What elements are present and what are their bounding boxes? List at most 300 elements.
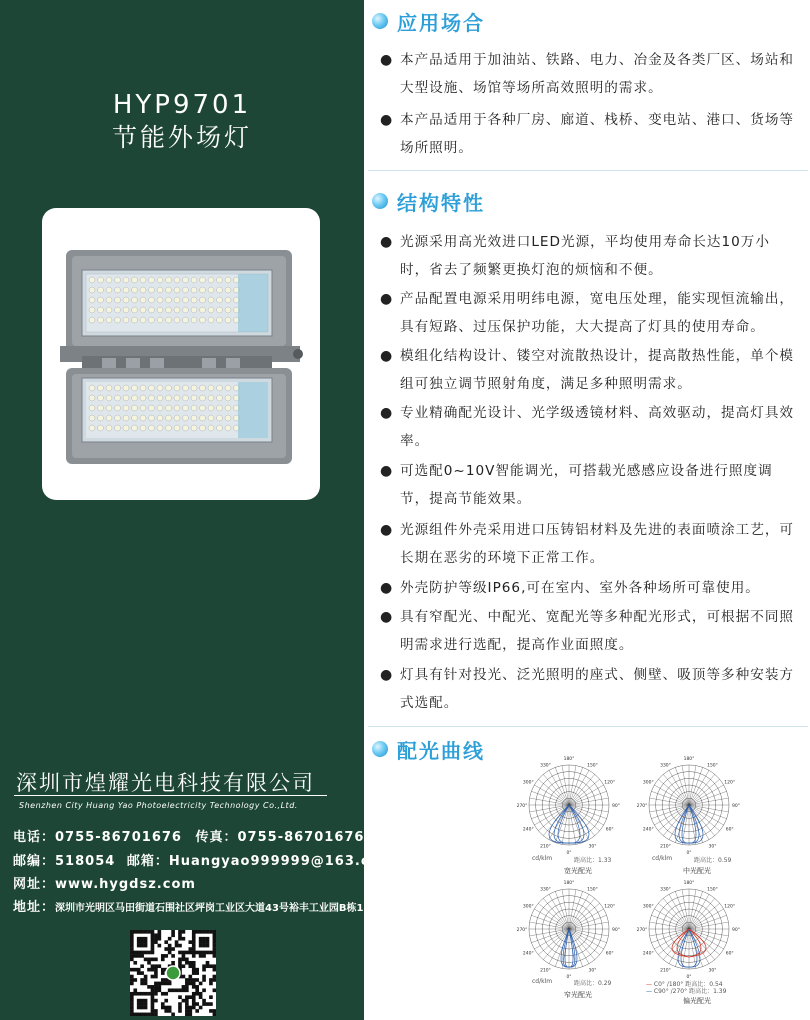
contact-phone-row: [13, 826, 364, 845]
qr-module: [206, 937, 210, 941]
qr-module: [192, 999, 196, 1003]
polar-tick-label: 300°: [642, 904, 654, 910]
led-chip: [149, 317, 155, 323]
led-chip: [123, 415, 129, 421]
led-chip: [166, 297, 172, 303]
polar-tick-label: 120°: [724, 780, 736, 786]
polar-ratio: 距高比：1.33: [574, 857, 612, 864]
led-chip: [89, 385, 95, 391]
led-chip: [115, 307, 121, 313]
polar-tick-label: 30°: [708, 844, 717, 850]
blue-sphere-icon: [372, 741, 388, 757]
qr-module: [168, 947, 172, 951]
qr-module: [130, 954, 134, 958]
qr-module: [199, 995, 203, 999]
qr-module: [130, 940, 134, 944]
qr-module: [185, 978, 189, 982]
led-chip: [166, 307, 172, 313]
polar-tick-label: 0°: [566, 975, 572, 980]
qr-module: [178, 1002, 182, 1006]
polar-tick-label: 180°: [683, 881, 695, 886]
led-chip: [174, 405, 180, 411]
qr-module: [151, 958, 155, 962]
qr-module: [185, 985, 189, 989]
list-item: ● 产品配置电源采用明纬电源，宽电压处理，能实现恒流输出，具有短路、过压保护功能，大大提高了灯具的使用寿命。: [380, 285, 796, 341]
polar-tick-label: 270°: [516, 928, 528, 933]
polar-tick-label: 30°: [588, 968, 597, 974]
qr-module: [151, 995, 155, 999]
led-chip: [225, 297, 231, 303]
polar-ratio: 距高比：0.54: [685, 981, 723, 988]
qr-module: [192, 968, 196, 972]
qr-module: [213, 988, 216, 992]
qr-module: [195, 992, 199, 996]
qr-module: [185, 1013, 189, 1016]
qr-module: [140, 944, 144, 948]
qr-module: [154, 999, 158, 1003]
qr-module: [178, 930, 182, 934]
qr-module: [154, 1009, 158, 1013]
product-model: HYP9701: [112, 90, 252, 120]
polar-tick-label: 180°: [563, 881, 575, 886]
floodlight-image: [42, 208, 320, 500]
led-chip: [217, 287, 223, 293]
qr-module: [185, 958, 189, 962]
qr-module: [140, 971, 144, 975]
qr-module: [188, 964, 192, 968]
qr-module: [158, 933, 162, 937]
led-chip: [157, 287, 163, 293]
qr-module: [192, 930, 196, 934]
qr-module: [140, 1006, 144, 1010]
qr-module: [185, 1006, 189, 1010]
list-item: ● 光源采用高光效进口LED光源，平均使用寿命长达10万小时，省去了频繁更换灯泡的烦恼和不便。: [380, 228, 796, 284]
qr-module: [164, 947, 168, 951]
qr-module: [202, 975, 206, 979]
blue-sphere-icon: [372, 193, 388, 209]
led-chip: [115, 395, 121, 401]
led-chip: [217, 297, 223, 303]
led-chip: [115, 277, 121, 283]
led-chip: [123, 385, 129, 391]
led-chip: [208, 287, 214, 293]
led-chip: [183, 277, 189, 283]
qr-module: [192, 964, 196, 968]
led-chip: [106, 297, 112, 303]
qr-module: [182, 930, 186, 934]
led-chip: [183, 385, 189, 391]
qr-module: [188, 940, 192, 944]
led-chip: [174, 415, 180, 421]
led-chip: [132, 405, 138, 411]
qr-module: [130, 1013, 134, 1016]
led-chip: [166, 405, 172, 411]
qr-module: [199, 937, 203, 941]
qr-module: [130, 930, 134, 934]
qr-module: [188, 978, 192, 982]
led-chip: [191, 415, 197, 421]
led-chip: [123, 307, 129, 313]
qr-module: [185, 988, 189, 992]
led-chip: [132, 385, 138, 391]
qr-module: [182, 954, 186, 958]
section-features-title: [372, 186, 485, 216]
led-chip: [208, 385, 214, 391]
qr-module: [202, 944, 206, 948]
qr-module: [192, 978, 196, 982]
led-chip: [191, 277, 197, 283]
qr-module: [209, 930, 213, 934]
qr-module: [164, 978, 168, 982]
qr-module: [188, 975, 192, 979]
list-item: ● 具有窄配光、中配光、宽配光等多种配光形式，可根据不同照明需求进行选配，提高作业面照度。: [380, 603, 796, 659]
led-chip: [217, 405, 223, 411]
qr-module: [188, 947, 192, 951]
qr-module: [192, 944, 196, 948]
polar-tick-label: 150°: [587, 887, 598, 893]
qr-module: [185, 999, 189, 1003]
qr-module: [209, 1009, 213, 1013]
led-chip: [183, 297, 189, 303]
polar-chart-medium: [636, 752, 742, 858]
qr-module: [199, 954, 203, 958]
qr-module: [144, 958, 148, 962]
qr-module: [182, 951, 186, 955]
led-chip: [225, 415, 231, 421]
qr-module: [209, 951, 213, 955]
qr-module: [130, 999, 134, 1003]
led-chip: [149, 277, 155, 283]
led-chip: [200, 297, 206, 303]
qr-module: [164, 954, 168, 958]
qr-module: [151, 940, 155, 944]
qr-module: [168, 982, 172, 986]
qr-module: [168, 988, 172, 992]
qr-module: [151, 951, 155, 955]
qr-module: [151, 992, 155, 996]
qr-logo-icon: [166, 966, 180, 980]
qr-module: [195, 968, 199, 972]
section-curves-title: [372, 734, 485, 764]
polar-tick-label: 0°: [686, 851, 692, 856]
polar-tick-label: 300°: [522, 780, 534, 786]
legend-c0: C0° /180°: [653, 981, 684, 988]
polar-tick-label: 150°: [707, 763, 718, 769]
led-chip: [140, 395, 146, 401]
qr-module: [199, 982, 203, 986]
list-item: ● 外壳防护等级IP66,可在室内、室外各种场所可靠使用。: [380, 574, 796, 602]
led-chip: [200, 307, 206, 313]
qr-module: [133, 992, 137, 996]
qr-module: [147, 992, 151, 996]
section-application-title: [372, 6, 485, 36]
led-chip: [89, 415, 95, 421]
section-title-text: 应用场合: [397, 10, 485, 35]
polar-tick-label: 90°: [612, 928, 620, 933]
led-chip: [208, 317, 214, 323]
qr-module: [182, 975, 186, 979]
led-chip: [123, 405, 129, 411]
led-chip: [123, 297, 129, 303]
qr-module: [151, 1009, 155, 1013]
qr-module: [161, 958, 165, 962]
qr-module: [185, 961, 189, 965]
qr-module: [140, 1002, 144, 1006]
qr-module: [137, 1013, 141, 1016]
qr-module: [168, 951, 172, 955]
qr-module: [171, 930, 175, 934]
led-chip: [149, 307, 155, 313]
qr-module: [144, 992, 148, 996]
led-chip: [208, 425, 214, 431]
qr-module: [168, 944, 172, 948]
qr-module: [209, 995, 213, 999]
qr-module: [168, 1009, 172, 1013]
led-chip: [98, 297, 104, 303]
qr-module: [213, 978, 216, 982]
polar-tick-label: 150°: [707, 887, 718, 893]
qr-module: [182, 988, 186, 992]
qr-module: [175, 944, 179, 948]
qr-module: [206, 940, 210, 944]
qr-module: [164, 999, 168, 1003]
legend-c90: C90° /270°: [653, 988, 688, 995]
led-chip: [132, 415, 138, 421]
polar-ratio: 距高比：0.29: [574, 980, 612, 987]
qr-module: [151, 944, 155, 948]
led-chip: [191, 287, 197, 293]
led-chip: [208, 297, 214, 303]
qr-module: [130, 958, 134, 962]
qr-module: [137, 937, 141, 941]
qr-module: [209, 978, 213, 982]
qr-module: [144, 1013, 148, 1016]
qr-module: [154, 1013, 158, 1016]
polar-tick-label: 210°: [540, 844, 551, 850]
polar-tick-label: 300°: [642, 780, 654, 786]
qr-module: [188, 961, 192, 965]
qr-module: [137, 940, 141, 944]
led-chip: [140, 415, 146, 421]
polar-unit: cd/klm: [532, 978, 553, 985]
polar-tick-label: 330°: [540, 887, 551, 893]
address-label: 地址：: [13, 900, 56, 915]
led-chip: [183, 425, 189, 431]
polar-tick-label: 180°: [563, 757, 575, 762]
qr-module: [192, 995, 196, 999]
blue-sphere-icon: [372, 13, 388, 29]
led-chip: [166, 395, 172, 401]
polar-tick-label: 330°: [660, 887, 671, 893]
qr-module: [130, 944, 134, 948]
led-chip: [200, 385, 206, 391]
led-chip: [149, 287, 155, 293]
qr-module: [144, 999, 148, 1003]
led-chip: [115, 317, 121, 323]
qr-module: [199, 930, 203, 934]
qr-module: [144, 975, 148, 979]
led-chip: [166, 425, 172, 431]
polar-tick-label: 0°: [566, 851, 572, 856]
list-item: ● 模组化结构设计、镂空对流散热设计，提高散热性能，单个模组可独立调节照射角度，满足多种照明需求。: [380, 342, 796, 398]
led-chip: [98, 415, 104, 421]
qr-module: [178, 995, 182, 999]
led-chip: [166, 385, 172, 391]
qr-module: [178, 1006, 182, 1010]
qr-module: [130, 947, 134, 951]
polar-tick-label: 240°: [522, 951, 534, 957]
qr-module: [154, 992, 158, 996]
led-chip: [166, 317, 172, 323]
led-chip: [89, 405, 95, 411]
web-label: 网址：: [13, 877, 56, 892]
qr-module: [206, 951, 210, 955]
qr-module: [140, 978, 144, 982]
qr-module: [202, 964, 206, 968]
polar-tick-label: 90°: [732, 804, 740, 809]
qr-module: [133, 1013, 137, 1016]
qr-module: [171, 933, 175, 937]
qr-module: [147, 985, 151, 989]
bullet-icon: ●: [380, 405, 394, 421]
qr-module: [154, 988, 158, 992]
address-value: 深圳市光明区马田街道石围社区坪岗工业区大道43号裕丰工业园B栋1102: [55, 903, 385, 914]
qr-module: [185, 982, 189, 986]
polar-tick-label: 60°: [725, 827, 734, 833]
qr-module: [195, 985, 199, 989]
qr-module: [213, 951, 216, 955]
qr-module: [213, 964, 216, 968]
led-chip: [89, 277, 95, 283]
qr-module: [140, 937, 144, 941]
qr-module: [140, 940, 144, 944]
qr-module: [154, 940, 158, 944]
led-chip: [140, 385, 146, 391]
led-chip: [225, 395, 231, 401]
led-chip: [200, 317, 206, 323]
list-item: ● 本产品适用于各种厂房、廊道、栈桥、变电站、港口、货场等场所照明。: [380, 106, 796, 162]
qr-module: [202, 930, 206, 934]
qr-module: [154, 982, 158, 986]
led-chip: [132, 307, 138, 313]
qr-module: [195, 1009, 199, 1013]
polar-tick-label: 120°: [604, 904, 616, 910]
qr-module: [133, 951, 137, 955]
qr-module: [202, 968, 206, 972]
led-chip: [98, 425, 104, 431]
led-chip: [89, 287, 95, 293]
led-chip: [115, 385, 121, 391]
polar-tick-label: 0°: [686, 975, 692, 980]
polar-tick-label: 120°: [724, 904, 736, 910]
qr-module: [147, 961, 151, 965]
qr-module: [137, 1006, 141, 1010]
qr-module: [192, 1006, 196, 1010]
led-chip: [89, 425, 95, 431]
qr-module: [213, 930, 216, 934]
led-chip: [200, 415, 206, 421]
web-link[interactable]: www.hygdsz.com: [55, 877, 196, 892]
qr-module: [161, 1006, 165, 1010]
polar-tick-label: 210°: [660, 844, 671, 850]
qr-module: [185, 1009, 189, 1013]
qr-module: [130, 1006, 134, 1010]
qr-module: [195, 951, 199, 955]
qr-module: [133, 978, 137, 982]
led-chip: [140, 405, 146, 411]
bullet-icon: ●: [380, 348, 394, 364]
led-chip: [149, 415, 155, 421]
led-chip: [217, 425, 223, 431]
fax-value: 0755-86701676: [237, 830, 365, 845]
led-chip: [217, 385, 223, 391]
led-chip: [191, 385, 197, 391]
qr-module: [171, 954, 175, 958]
qr-module: [178, 958, 182, 962]
qr-module: [154, 933, 158, 937]
qr-module: [175, 940, 179, 944]
qr-module: [140, 954, 144, 958]
led-chip: [157, 297, 163, 303]
bullet-icon: ●: [380, 112, 394, 128]
qr-code[interactable]: [130, 930, 216, 1016]
qr-module: [154, 975, 158, 979]
qr-module: [192, 937, 196, 941]
qr-module: [206, 944, 210, 948]
phone-value: 0755-86701676: [55, 830, 182, 845]
qr-module: [144, 1006, 148, 1010]
led-chip: [98, 287, 104, 293]
qr-module: [178, 951, 182, 955]
qr-module: [195, 971, 199, 975]
zip-value: 518054: [55, 854, 116, 869]
list-item: ● 专业精确配光设计、光学级透镜材料、高效驱动，提高灯具效率。: [380, 399, 796, 455]
led-chip: [225, 405, 231, 411]
qr-module: [151, 968, 155, 972]
qr-module: [137, 971, 141, 975]
led-chip: [200, 425, 206, 431]
led-chip: [132, 287, 138, 293]
qr-module: [158, 985, 162, 989]
qr-module: [164, 982, 168, 986]
polar-caption: 中光配光: [683, 867, 711, 875]
polar-tick-label: 30°: [708, 968, 717, 974]
list-item: ● 本产品适用于加油站、铁路、电力、冶金及各类厂区、场站和大型设施、场馆等场所高效照明的需求。: [380, 46, 796, 102]
qr-module: [137, 930, 141, 934]
qr-module: [206, 961, 210, 965]
qr-module: [161, 982, 165, 986]
led-chip: [174, 385, 180, 391]
qr-module: [140, 964, 144, 968]
polar-unit: cd/klm: [652, 855, 673, 862]
polar-ratio2: 距高比：1.39: [689, 988, 727, 995]
qr-module: [178, 964, 182, 968]
qr-module: [213, 947, 216, 951]
led-chip: [140, 297, 146, 303]
contact-zip-row: [13, 850, 394, 869]
qr-module: [188, 1006, 192, 1010]
qr-module: [130, 978, 134, 982]
company-name-en: Shenzhen City Huang Yao Photoelectricity Technology Co.,Ltd.: [19, 801, 298, 810]
led-chip: [191, 317, 197, 323]
qr-module: [171, 961, 175, 965]
qr-module: [182, 964, 186, 968]
led-chip: [191, 395, 197, 401]
qr-module: [147, 1013, 151, 1016]
qr-module: [168, 937, 172, 941]
qr-module: [144, 937, 148, 941]
email-value[interactable]: Huangyao999999@163.com: [168, 854, 395, 869]
